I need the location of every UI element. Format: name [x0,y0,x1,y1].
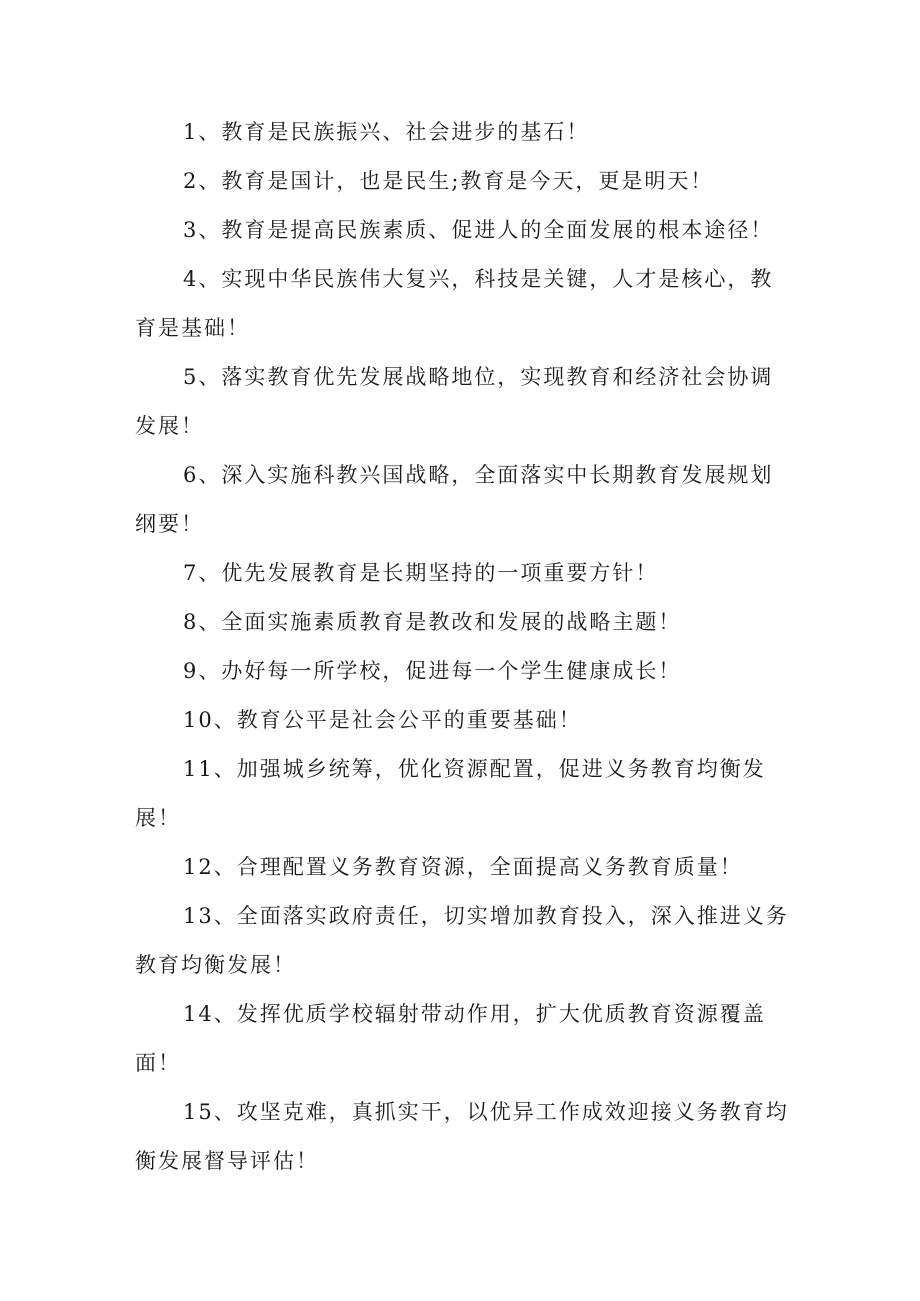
slogan-item-9: 9、办好每一所学校，促进每一个学生健康成长！ [183,659,682,683]
slogan-item-15: 15、攻坚克难，真抓实干，以优异工作成效迎接义务教育均衡发展督导评估！ [135,1100,789,1173]
slogan-item-1: 1、教育是民族振兴、社会进步的基石！ [183,120,590,144]
slogan-list [135,108,795,1186]
slogan-item-2: 2、教育是国计，也是民生;教育是今天，更是明天！ [183,169,714,193]
slogan-item-6: 6、深入实施科教兴国战略，全面落实中长期教育发展规划纲要！ [135,463,774,536]
slogan-item-10: 10、教育公平是社会公平的重要基础！ [183,708,582,732]
slogan-item-13: 13、全面落实政府责任，切实增加教育投入，深入推进义务教育均衡发展！ [135,904,789,977]
slogan-item-11: 11、加强城乡统筹，优化资源配置，促进义务教育均衡发展！ [135,757,766,830]
slogan-item-8: 8、全面实施素质教育是教改和发展的战略主题！ [183,610,682,634]
slogan-item-12: 12、合理配置义务教育资源，全面提高义务教育质量！ [183,855,743,879]
slogan-item-5: 5、落实教育优先发展战略地位，实现教育和经济社会协调发展！ [135,365,774,438]
slogan-item-3: 3、教育是提高民族素质、促进人的全面发展的根本途径！ [183,218,774,242]
slogan-item-7: 7、优先发展教育是长期坚持的一项重要方针！ [183,561,659,585]
slogan-item-14: 14、发挥优质学校辐射带动作用，扩大优质教育资源覆盖面！ [135,1002,766,1075]
slogan-item-4: 4、实现中华民族伟大复兴，科技是关键，人才是核心，教育是基础！ [135,267,774,340]
